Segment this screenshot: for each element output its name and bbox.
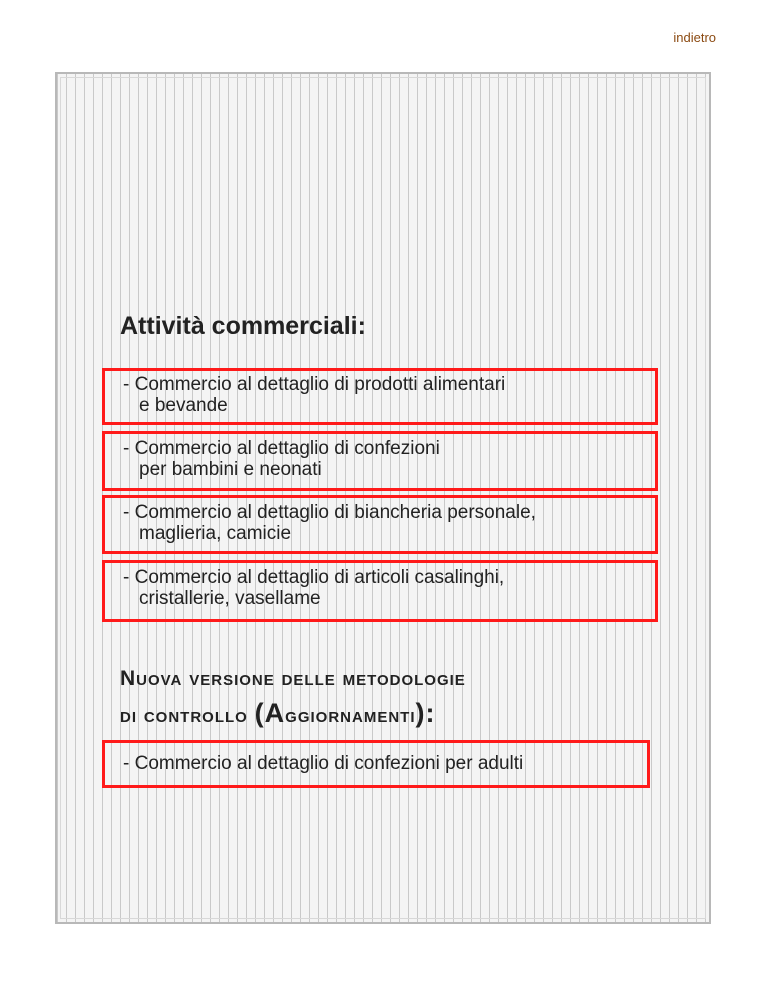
update-title-line1: Nuova versione delle metodologie	[120, 667, 466, 690]
activity-item-line: cristallerie, vasellame	[139, 588, 321, 609]
activity-item-line: - Commercio al dettaglio di prodotti alimentari	[123, 374, 506, 395]
section-title: Attività commerciali:	[120, 312, 366, 340]
update-title-part: di controllo	[120, 704, 255, 727]
update-item-adult-clothing	[102, 740, 650, 788]
activity-item-children-clothing	[102, 431, 658, 491]
activity-item-household	[102, 560, 658, 622]
activity-item-underwear	[102, 495, 658, 554]
activity-item-food	[102, 368, 658, 425]
activity-item-line: - Commercio al dettaglio di confezioni	[123, 438, 440, 459]
update-title-part: (A	[254, 698, 286, 728]
activity-item-line: per bambini e neonati	[139, 459, 322, 480]
activity-item-line: - Commercio al dettaglio di articoli casalinghi,	[123, 567, 505, 588]
update-item-line: - Commercio al dettaglio di confezioni per adulti	[123, 753, 524, 774]
back-link[interactable]: indietro	[673, 30, 716, 45]
update-title-line2	[120, 696, 466, 733]
update-title-part: ):	[415, 698, 436, 728]
activity-item-line: maglieria, camicie	[139, 523, 292, 544]
update-title-part: ggiornamenti	[285, 704, 416, 727]
activity-item-line: e bevande	[139, 395, 228, 416]
update-section-title	[120, 662, 466, 733]
activity-item-line: - Commercio al dettaglio di biancheria personale,	[123, 502, 536, 523]
